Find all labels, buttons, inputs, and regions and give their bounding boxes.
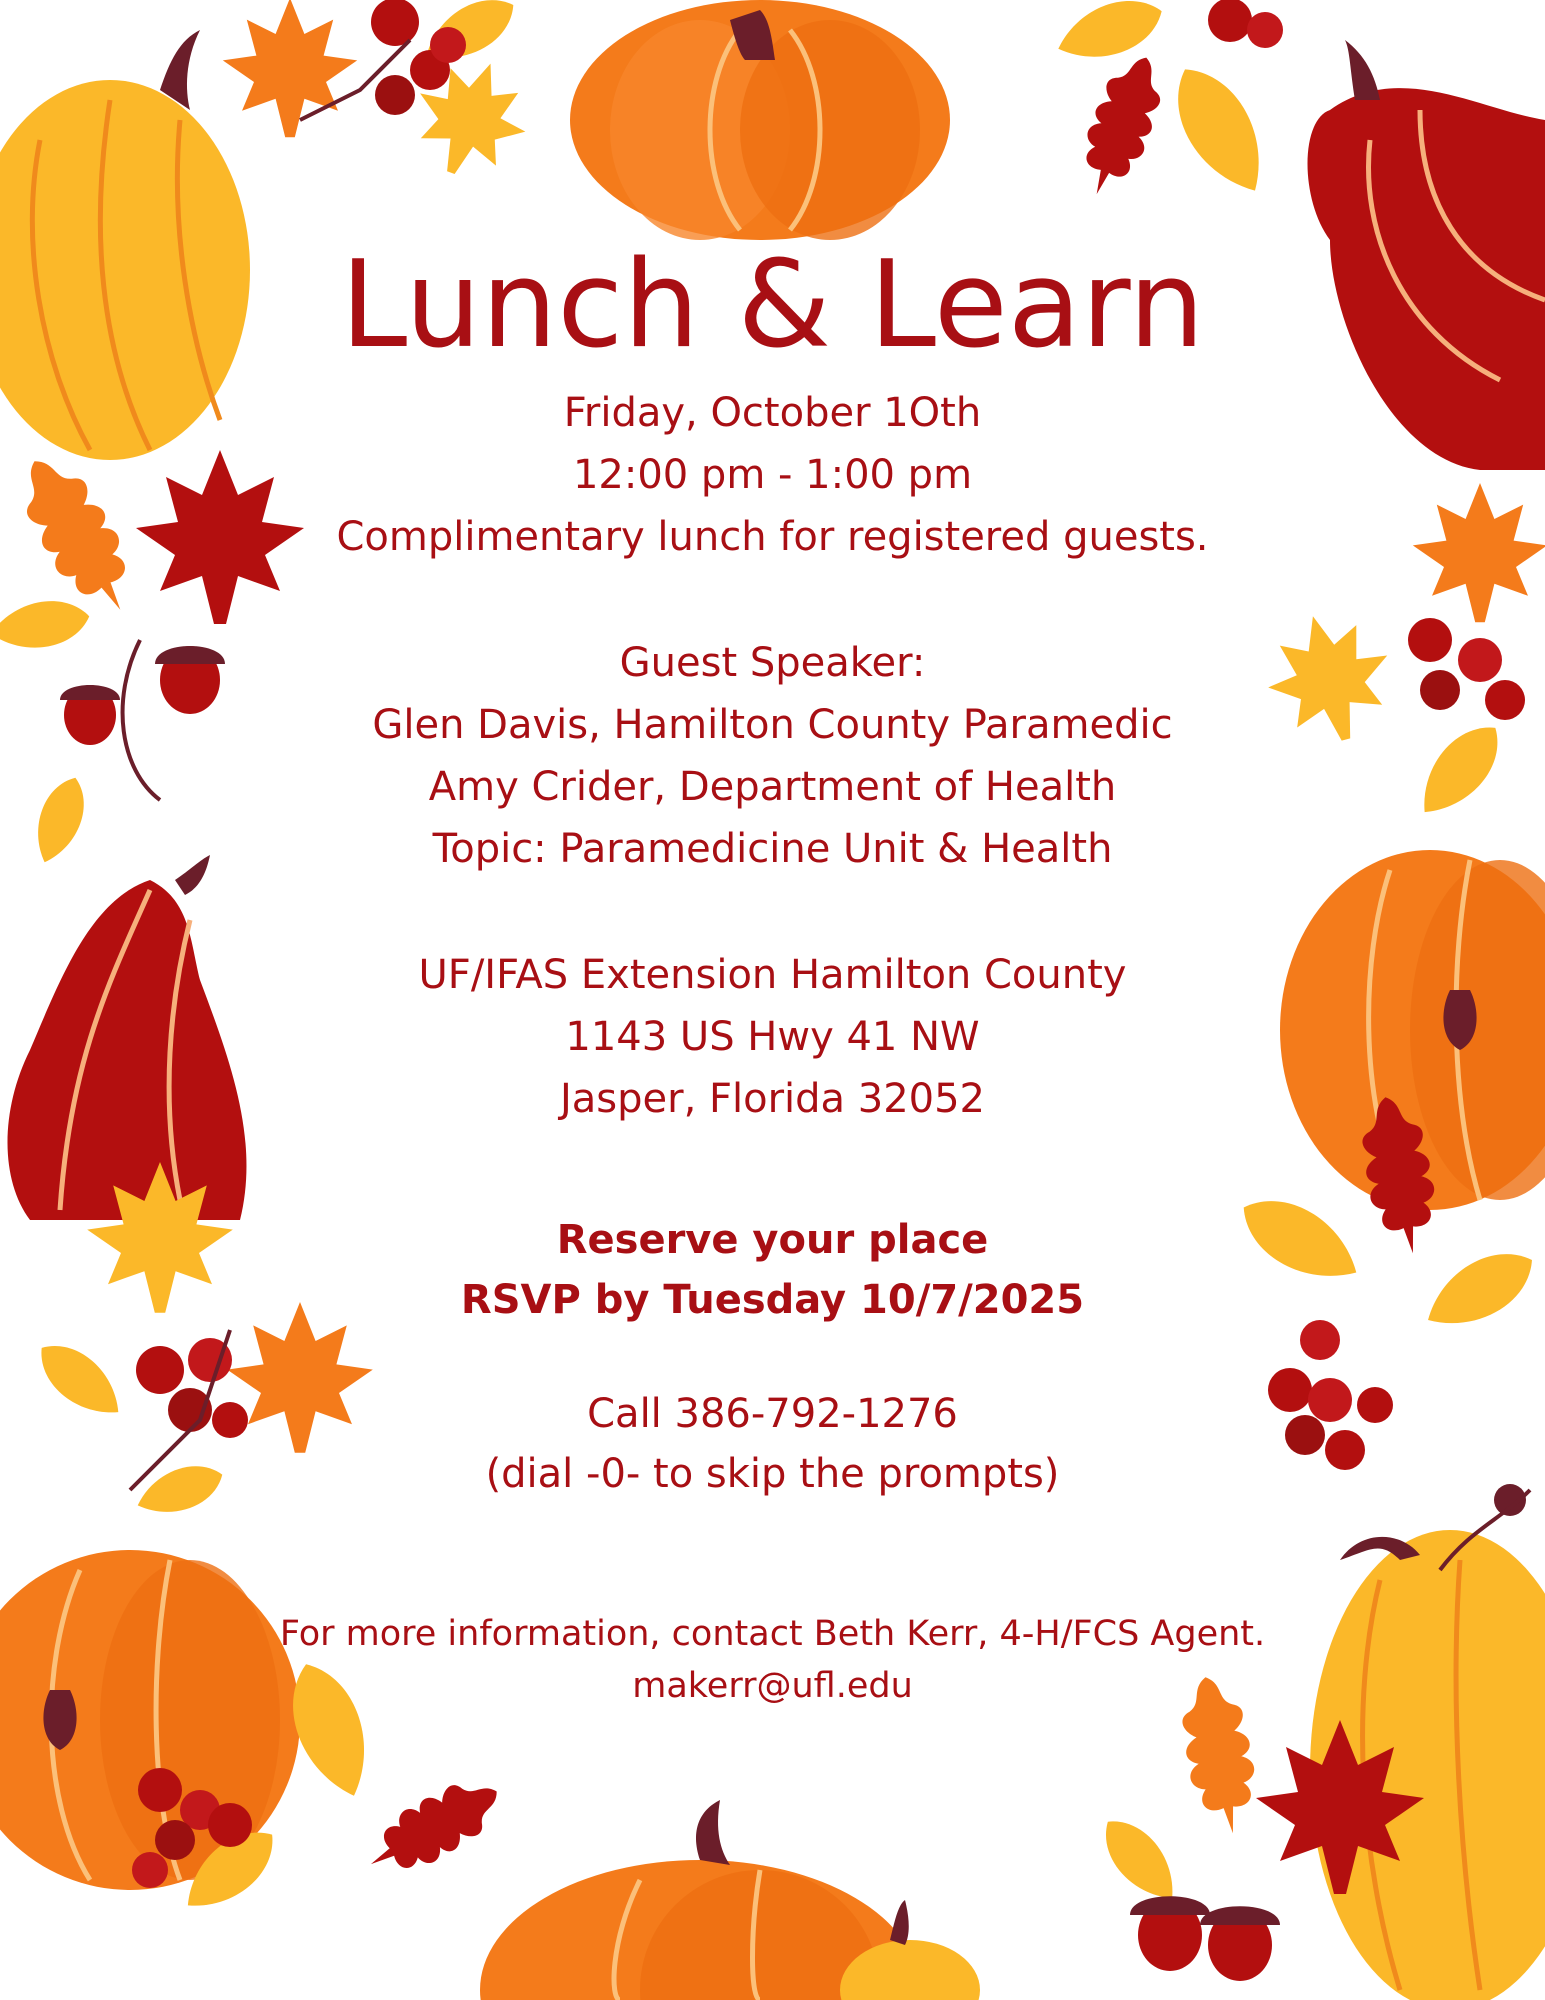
oak-leaf-icon — [1069, 48, 1174, 205]
speaker-heading: Guest Speaker: — [619, 640, 926, 686]
rsvp-line-1: Reserve your place — [556, 1217, 989, 1263]
contact-section — [0, 1608, 1545, 1712]
speaker-section — [0, 632, 1545, 880]
phone-section — [0, 1384, 1545, 1504]
speaker-2: Amy Crider, Department of Health — [428, 764, 1117, 810]
event-title: Lunch & Learn — [340, 236, 1205, 375]
acorn-icon — [1130, 1896, 1280, 1981]
contact-email[interactable]: makerr@ufl.edu — [632, 1666, 913, 1706]
oak-leaf-icon — [356, 1766, 511, 1890]
location-name: UF/IFAS Extension Hamilton County — [418, 952, 1127, 998]
berry-cluster-icon — [1208, 0, 1283, 48]
event-date: Friday, October 1Oth — [563, 390, 982, 436]
contact-info: For more information, contact Beth Kerr, 4-H/FCS Agent. — [279, 1614, 1266, 1654]
location-section — [0, 944, 1545, 1130]
event-note: Complimentary lunch for registered guests. — [336, 514, 1209, 560]
phone-call: Call 386-792-1276 — [587, 1391, 958, 1437]
rsvp-section — [0, 1210, 1545, 1330]
topic: Topic: Paramedicine Unit & Health — [432, 826, 1113, 872]
location-street: 1143 US Hwy 41 NW — [565, 1014, 980, 1060]
pumpkin-icon — [480, 1800, 980, 2000]
rsvp-line-2: RSVP by Tuesday 10/7/2025 — [460, 1277, 1085, 1323]
location-city: Jasper, Florida 32052 — [559, 1076, 986, 1122]
speaker-1: Glen Davis, Hamilton County Paramedic — [372, 702, 1173, 748]
event-time: 12:00 pm - 1:00 pm — [572, 452, 973, 498]
pumpkin-icon — [570, 0, 950, 240]
phone-tip: (dial -0- to skip the prompts) — [485, 1451, 1060, 1497]
event-details — [0, 382, 1545, 568]
